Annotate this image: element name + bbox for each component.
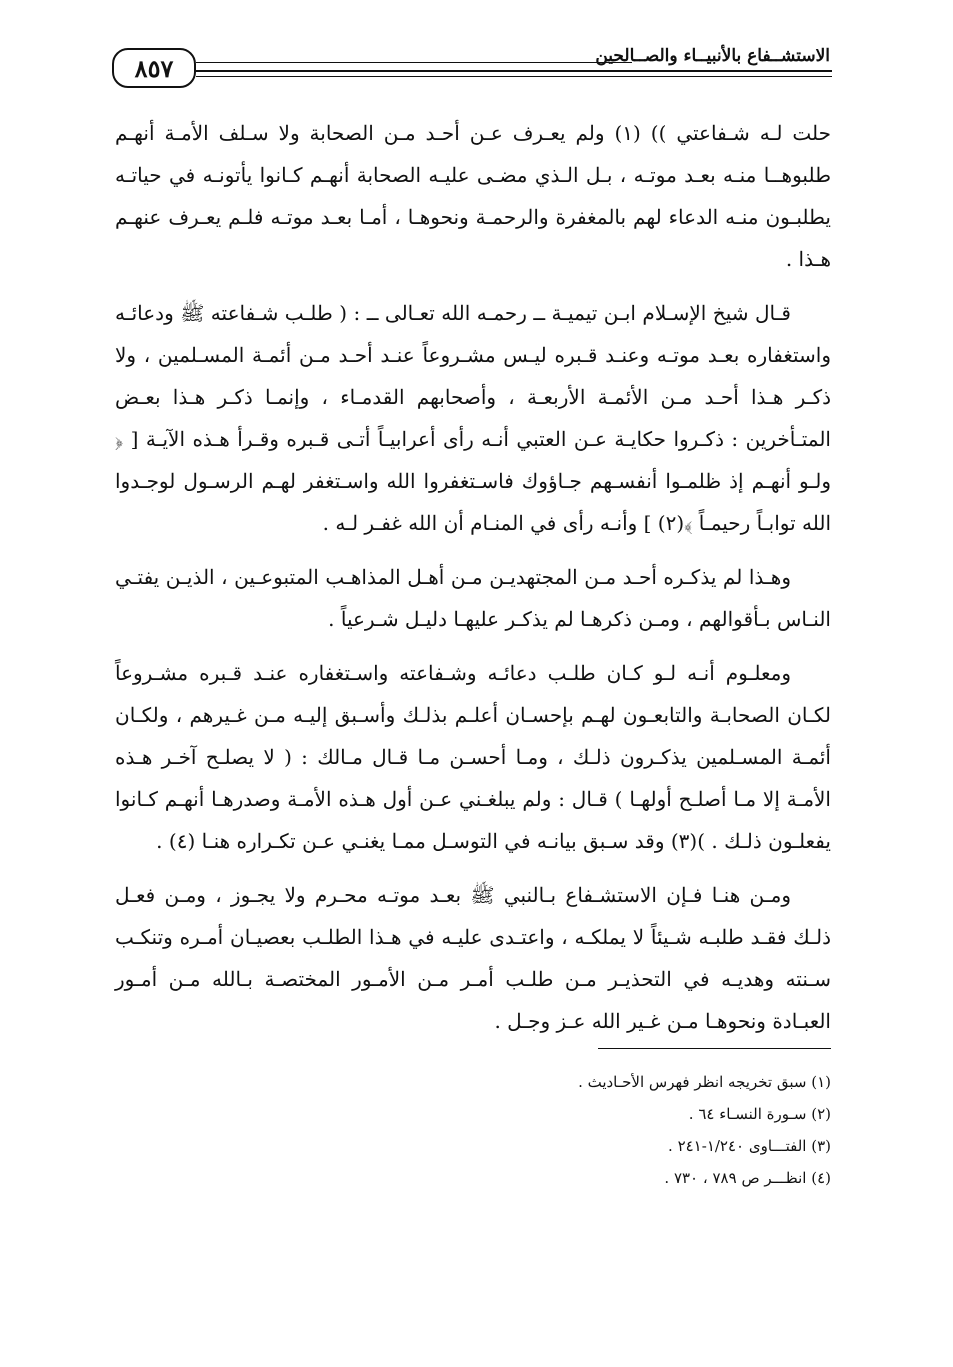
paragraph: ومـن هنـا فـإن الاستشـفاع بـالنبي ﷺ بعـد موتـه محـرم ولا يجـوز ، ومـن فعـل ذلـك فقـد طلبـه شـيئاً لا يملكـه ، واعتـدى عليـه في هـذا الطلـب بعصيـان أمـره وتنكـب سـنته وهديـه في التحذيـر مـن طلـب أمـر مـن الأمـور المختصـة بـالله مـن أمـور العبـادة ونحوهـا مـن غـير الله عـز وجـل . <box>115 883 831 1033</box>
paragraph: ومعلـوم أنـه لـو كـان طلـب دعائـه وشـفاعته واسـتغفاره عنـد قـبره مشـروعاً لكـان الصحابـة والتابعـون لهـم بإحسـان أعلـم بذلـك وأسـبق إليـه مـن غـيرهم ، ولكـان أئمـة المسـلمين يذكـرون ذلـك ، ومـا أحسـن مـا قـال مـالك : ( لا يصلـح آخـر هـذه الأمـة إلا مـا أصلـح أولهـا ) قـال : ولم يبلغـني عـن أول هـذه الأمـة وصدرهـا أنهـم كـانوا يفعلـون ذلـك . )(٣) وقد سـبق بيانـه في التوسـل ممـا يغنـي عـن تكـراره هنـا (٤) . <box>115 661 831 853</box>
footnote: (٤) انظـــر ص ٧٨٩ ، ٧٣٠ . <box>664 1169 831 1187</box>
page-header <box>112 44 832 94</box>
header-rule <box>196 76 832 77</box>
footnote: (٣) الفتـــاوى ١/٢٤٠-٢٤١ . <box>668 1137 831 1155</box>
header-rule <box>196 70 832 72</box>
paragraph: وهـذا لم يذكـره أحـد مـن المجتهديـن مـن أهـل المذاهـب المتبوعـين ، الذيـن يفتـي النـاس بـأقوالهم ، ومـن ذكرهـا لم يذكـر عليهـا دليـل شـرعياً . <box>115 565 831 631</box>
running-title: الاستشــفاع بالأنبيــاء والصــالحين <box>595 46 830 66</box>
page-number: ٨٥٧ <box>112 48 196 88</box>
footnote-separator <box>598 1048 831 1049</box>
footnote: (٢) سـورة النسـاء ٦٤ . <box>688 1105 831 1123</box>
footnotes <box>331 1066 831 1194</box>
paragraph: قـال شيخ الإسـلام ابـن تيميـة ــ رحمـه الله تعـالى ــ : ( طلـب شـفاعته ﷺ ودعائـه واستغفاره بعـد موتـه وعنـد قـبره ليـس مشـروعاً عنـد أحـد مـن أئمـة المسـلمين ، ولا ذكـر هـذا أحـد مـن الأئمـة الأربعـة ، وأصحابهم القدمـاء ، وإنمـا ذكـر هـذا بعـض المتـأخرين : ذكـروا حكايـة عـن العتبي أنـه رأى أعرابيـاً أتـى قـبره وقـرأ هـذه الآيـة [ ﴿ ولـو أنهـم إذ ظلمـوا أنفسـهم جـاؤوك فاسـتغفروا الله واسـتغفر لهـم الرسـول لوجـدوا الله توابـاً رحيمـاً ﴾(٢) ] وأنـه رأى في المنـام أن الله غفـر لـه . <box>115 301 831 535</box>
main-text <box>115 112 831 1054</box>
footnote: (١) سبق تخريجه انظر فهرس الأحـاديث . <box>578 1073 831 1091</box>
paragraph: حلت لـه شـفاعتي )) (١) ولم يعـرف عـن أحـد مـن الصحابة ولا سـلف الأمـة أنهـم طلبوهــا منـه بعـد موتـه ، بـل الـذي مضـى عليـه الصحابة أنهـم كـانوا يأتونـه في حياتـه يطلبـون منـه الدعاء لهم بالمغفرة والرحمـة ونحوهـا ، أمـا بعـد موتـه فلـم يعـرف عنهـم هـذا . <box>115 121 831 271</box>
header-rule <box>196 62 632 63</box>
